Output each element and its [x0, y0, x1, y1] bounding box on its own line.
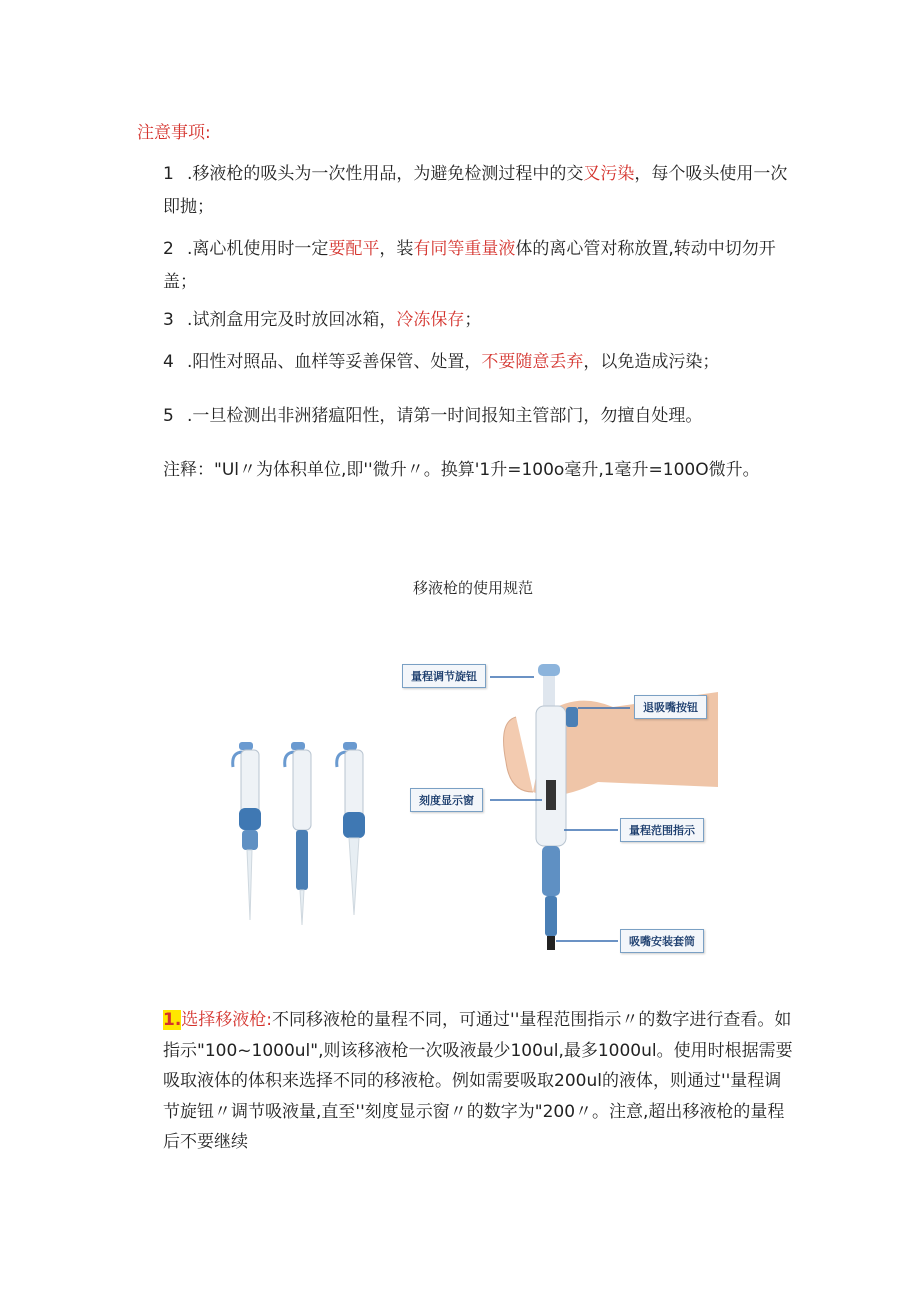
notice-item-number: 1	[163, 164, 174, 184]
notice-item	[163, 400, 803, 433]
paragraph-number: 1.	[163, 1010, 182, 1030]
notice-text: ；	[464, 310, 482, 330]
notice-item	[163, 346, 803, 379]
select-pipette-paragraph	[163, 1005, 793, 1158]
label-range-knob: 量程调节旋钮	[402, 664, 486, 688]
label-range-indicator: 量程范围指示	[620, 818, 704, 842]
notice-item-number: 3	[163, 310, 174, 330]
notice-text: 体的离心管对称放置,转动中切勿开盖；	[163, 239, 776, 292]
notice-text: .离心机使用时一定	[187, 239, 329, 259]
notice-emphasis: 冷冻保存	[396, 310, 465, 330]
notice-text: .试剂盒用完及时放回冰箱，	[187, 310, 397, 330]
notice-emphasis: 叉污染	[583, 164, 635, 184]
pipette-diagram	[398, 652, 718, 957]
label-tip-sleeve: 吸嘴安装套筒	[620, 929, 704, 953]
notice-item	[163, 233, 803, 299]
notice-text: .移液枪的吸头为一次性用品，为避免检测过程中的交	[187, 164, 584, 184]
notice-emphasis: 不要随意丢弃	[481, 352, 584, 372]
notice-text: .阳性对照品、血样等妥善保管、处置，	[187, 352, 482, 372]
notice-text: ，以免造成污染；	[583, 352, 720, 372]
paragraph-title: 选择移液枪:	[181, 1010, 273, 1030]
notice-item-number: 4	[163, 352, 174, 372]
notice-item-number: 2	[163, 239, 174, 259]
unit-note: 注释："Ul〃为体积单位,即''微升〃。换算'1升=100o毫升,1毫升=100O微升。	[163, 460, 760, 480]
pipettes-illustration	[225, 730, 375, 930]
label-eject-button: 退吸嘴按钮	[634, 695, 707, 719]
notice-text: ，每个吸头使用一次即抛；	[163, 164, 788, 217]
notice-emphasis: 要配平	[328, 239, 380, 259]
label-display-window: 刻度显示窗	[410, 788, 483, 812]
notice-text: .一旦检测出非洲猪瘟阳性，请第一时间报知主管部门，勿擅自处理。	[187, 406, 703, 426]
notice-item	[163, 304, 803, 337]
paragraph-text: 不同移液枪的量程不同，可通过''量程范围指示〃的数字进行查看。如指示"100~1000ul",则该移液枪一次吸液最少100ul,最多1000ul。使用时根据需要吸取液体的体积来选择不同的移液枪。例如需要吸取200ul的液体，则通过''量程调节旋钮〃调节吸液量,直至''刻度显示窗〃的数字为"200〃。注意,超出移液枪的量程后不要继续	[163, 1010, 793, 1152]
figure-caption: 移液枪的使用规范	[412, 579, 533, 597]
notice-heading: 注意事项:	[137, 123, 211, 143]
notice-item	[163, 158, 803, 224]
notice-emphasis: 有同等重量液	[413, 239, 516, 259]
notice-text: ，装	[379, 239, 414, 259]
notice-item-number: 5	[163, 406, 174, 426]
three-pipettes-icon	[225, 730, 375, 930]
